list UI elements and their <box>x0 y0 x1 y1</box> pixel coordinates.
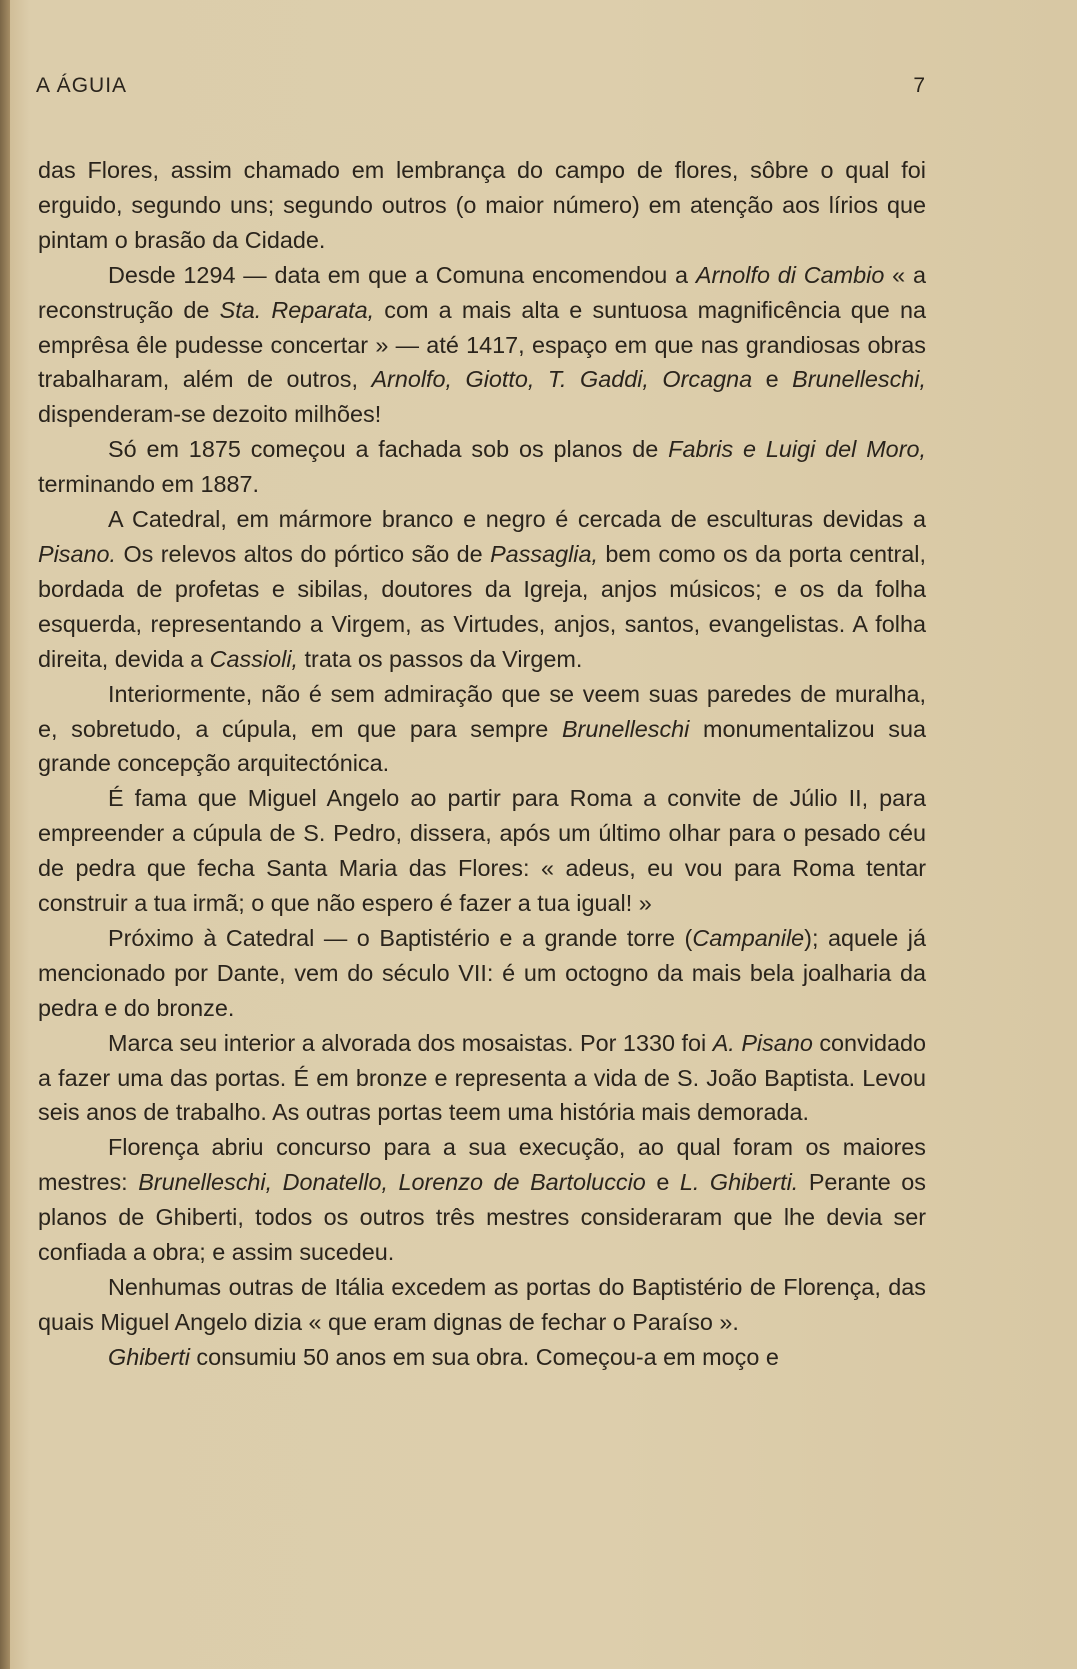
page-spine-shadow <box>0 0 10 1669</box>
text-run: Próximo à Catedral — o Baptistério e a grande torre ( <box>108 924 693 951</box>
text-run: Só em 1875 começou a fachada sob os planos de <box>108 436 669 463</box>
text-run: Florença abriu concurso para a sua execução, ao qual foram os maiores mestres: <box>38 1134 926 1196</box>
text-run: É fama que Miguel Angelo ao partir para Roma a convite de Júlio II, para empreender a cúpula de S. Pedro, dissera, após um último olhar para o pesado céu de pedra que fecha Santa Maria das Flores: « adeus, eu vou para Roma tentar construir a tua irmã; o que não espero é fazer a tua igual! » <box>38 785 926 917</box>
paragraph <box>38 1026 926 1131</box>
text-run: Nenhumas outras de Itália excedem as portas do Baptistério de Florença, das quais Miguel Angelo dizia « que eram dignas de fechar o Paraíso ». <box>38 1274 926 1335</box>
text-run: terminando em 1887. <box>38 471 260 498</box>
text-run: dispenderam-se dezoito milhões! <box>38 401 382 428</box>
text-run: Perante os planos de Ghiberti, todos os outros três mestres consideraram que lhe devia ser confiada a obra; e assim sucedeu. <box>38 1169 926 1266</box>
text-run: e <box>752 366 793 393</box>
body-text <box>38 153 926 1375</box>
text-run: Interiormente, não é sem admiração que se veem suas paredes de muralha, e, sobretudo, a cúpula, em que para sempre <box>38 680 926 742</box>
paragraph <box>38 153 926 258</box>
text-run: Marca seu interior a alvorada dos mosaistas. Por 1330 foi <box>108 1029 713 1056</box>
italic-name: Sta. Reparata, <box>219 296 375 323</box>
italic-name: Pisano. <box>38 540 117 567</box>
italic-name: Ghiberti <box>108 1343 190 1370</box>
text-run: A Catedral, em mármore branco e negro é cercada de esculturas devidas a <box>108 506 926 533</box>
italic-name: Brunelleschi, Donatello, Lorenzo de Bartoluccio <box>138 1169 646 1196</box>
text-run: consumiu 50 anos em sua obra. Começou-a em moço e <box>189 1343 779 1370</box>
italic-name: Brunelleschi, <box>792 366 927 393</box>
italic-name: Campanile <box>692 924 805 951</box>
italic-name: Arnolfo, Giotto, T. Gaddi, Orcagna <box>371 366 753 393</box>
italic-name: Fabris e Luigi del Moro, <box>668 436 926 463</box>
text-run: das Flores, assim chamado em lembrança do campo de flores, sôbre o qual foi erguido, segundo uns; segundo outros (o maior número) em atenção aos lírios que pintam o brasão da Cidade. <box>38 157 926 253</box>
paragraph <box>38 1270 926 1340</box>
text-run: bem como os da porta central, bordada de profetas e sibilas, doutores da Igreja, anjos músicos; e os da folha esquerda, representando a Virgem, as Virtudes, anjos, santos, evangelistas. A folha direita, devida a <box>38 540 926 672</box>
page-number: 7 <box>913 74 926 97</box>
italic-name: Arnolfo di Cambio <box>695 261 885 288</box>
text-run: com a mais alta e suntuosa magnificência que na emprêsa êle pudesse concertar » — até 1417, espaço em que nas grandiosas obras trabalharam, além de outros, <box>38 296 926 393</box>
paragraph <box>38 1130 926 1270</box>
paragraph <box>38 781 926 921</box>
italic-name: Passaglia, <box>490 540 598 567</box>
paragraph <box>38 921 926 1026</box>
text-run: e <box>645 1169 680 1196</box>
text-run: « a reconstrução de <box>38 261 927 323</box>
paragraph <box>38 432 926 502</box>
text-run: ); aquele já mencionado por Dante, vem do século VII: é um octogno da mais bela joalharia da pedra e do bronze. <box>38 924 927 1021</box>
text-run: monumentalizou sua grande concepção arquitectónica. <box>38 715 926 777</box>
italic-name: L. Ghiberti. <box>679 1169 799 1196</box>
text-run: trata os passos da Virgem. <box>298 645 583 672</box>
text-run: Os relevos altos do pórtico são de <box>116 540 491 567</box>
paragraph <box>38 677 926 782</box>
paragraph <box>38 1340 926 1375</box>
text-run: Desde 1294 — data em que a Comuna encomendou a <box>108 261 696 288</box>
paragraph <box>38 258 926 433</box>
italic-name: Brunelleschi <box>561 715 690 742</box>
italic-name: A. Pisano <box>712 1029 813 1056</box>
italic-name: Cassioli, <box>209 645 299 672</box>
journal-title: A ÁGUIA <box>36 74 128 97</box>
paragraph <box>38 502 926 677</box>
text-run: convidado a fazer uma das portas. É em bronze e representa a vida de S. João Baptista. Levou seis anos de trabalho. As outras portas teem uma história mais demorada. <box>38 1029 926 1126</box>
